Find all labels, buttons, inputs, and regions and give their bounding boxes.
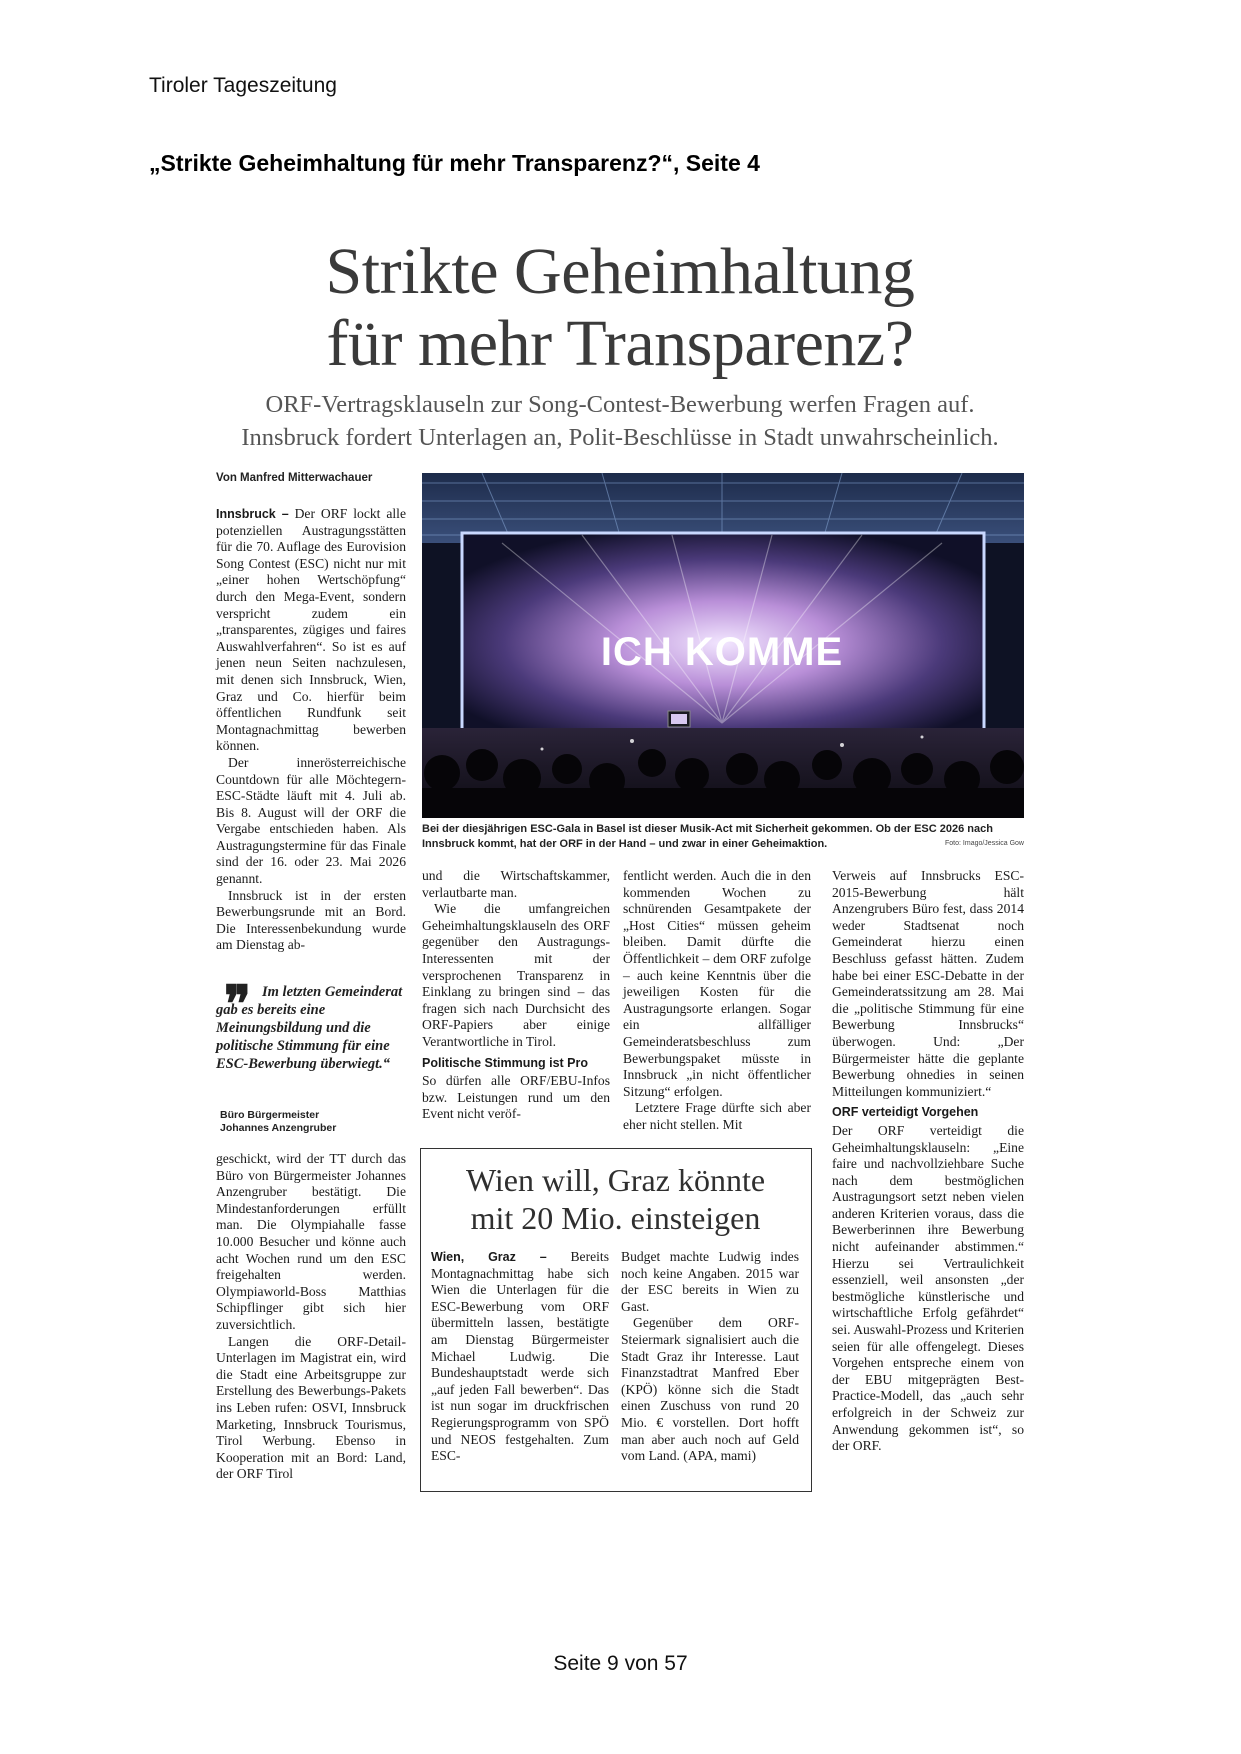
- article-byline: Von Manfred Mitterwachauer: [216, 472, 373, 484]
- paragraph: und die Wirtschaftskammer, verlautbarte man.: [422, 868, 610, 900]
- dateline: Innsbruck –: [216, 507, 289, 521]
- paragraph: Der innerösterreichische Countdown für alle Möchtegern-ESC-Städte läuft mit 4. Juli ab. Bis 8. August will der ORF die Vergabe entschieden haben. Als Austragungstermine für das Finale sind der 16. oder 23. Mai 2026 genannt.: [216, 754, 406, 887]
- sidebar-column-1: [431, 1249, 609, 1465]
- paragraph: Gegenüber dem ORF-Steiermark signalisiert auch die Stadt Graz ihr Interesse. Laut Finanzstadtrat Manfred Eber (KPÖ) könne sich die Stadt einen Zuschuss von rund 20 Mio. € vorstellen. Dort hofft man aber auch noch auf Geld vom Land. (APA, mami): [621, 1315, 799, 1464]
- paragraph: Innsbruck ist in der ersten Bewerbungsrunde mit an Bord. Die Interessenbekundung wurde am Dienstag ab-: [216, 887, 406, 953]
- subheading: Politische Stimmung ist Pro: [422, 1055, 588, 1070]
- page-number: Seite 9 von 57: [553, 1652, 688, 1675]
- screen-text: ICH KOMME: [600, 630, 844, 674]
- article-column-4: [832, 868, 1024, 1455]
- article-headline: [216, 236, 1024, 380]
- deck-line-2: Innsbruck fordert Unterlagen an, Polit-Beschlüsse in Stadt unwahrscheinlich.: [241, 424, 999, 451]
- newspaper-clipping: [216, 228, 1024, 1508]
- sidebar-title: Wien will, Graz könnte mit 20 Mio. einsteigen: [465, 1162, 766, 1236]
- article-column-3: [623, 868, 811, 1134]
- paragraph: So dürfen alle ORF/EBU-Infos bzw. Leistungen rund um den Event nicht veröf-: [422, 1073, 610, 1122]
- quote-mark-icon: ❞: [224, 976, 251, 1032]
- concert-photo: [422, 473, 1024, 818]
- paragraph: Letztere Frage dürfte sich aber eher nicht stellen. Mit: [623, 1100, 811, 1132]
- stage-image: [422, 473, 1024, 818]
- paragraph: geschickt, wird der TT durch das Büro von Bürgermeister Johannes Anzengruber bestätigt. Die Mindestanforderungen erfüllt man. Die Olympiahalle fasse 10.000 Besucher und könne auch acht Wochen rund um den ESC freigehalten werden. Olympiaworld-Boss Matthias Schipflinger gibt sich hier zuversichtlich.: [216, 1151, 406, 1332]
- photo-caption: Bei der diesjährigen ESC-Gala in Basel ist dieser Musik-Act mit Sicherheit gekommen. Ob der ESC 2026 nach Innsbruck kommt, hat der ORF in der Hand – und zwar in einer Geheimaktion.: [422, 823, 993, 850]
- deck-line-1: ORF-Vertragsklauseln zur Song-Contest-Bewerbung werfen Fragen auf.: [265, 391, 975, 418]
- paragraph: Budget machte Ludwig indes noch keine Angaben. 2015 war der ESC bereits in Wien zu Gast.: [621, 1249, 799, 1314]
- article-column-2: [422, 868, 610, 1123]
- headline-line-2: für mehr Transparenz?: [326, 307, 914, 380]
- pull-quote-source: Büro Bürgermeister Johannes Anzengruber: [220, 1109, 337, 1134]
- article-deck: [216, 388, 1024, 454]
- paragraph: Verweis auf Innsbrucks ESC-2015-Bewerbung hält Anzengrubers Büro fest, dass 2014 weder Stadtsenat noch Gemeinderat hierzu einen Beschluss gefasst hätten. Zudem habe bei einer ESC-Debatte in der Gemeinderatssitzung am 28. Mai die „politische Stimmung für eine Bewerbung Innsbrucks“ überwogen. Und: „Der Bürgermeister hätte die geplante Bewerbung ohnedies in seinen Mitteilungen kommuniziert.“: [832, 868, 1024, 1099]
- headline-line-1: Strikte Geheimhaltung: [325, 235, 915, 308]
- photo-credit: Foto: Imago/Jessica Gow: [945, 840, 1024, 847]
- paragraph: Innsbruck – Der ORF lockt alle potenziellen Austragungsstätten für die 70. Auflage des Eurovision Song Contest (ESC) nicht nur mit „einer hohen Wertschöpfung“ durch den Mega-Event, sondern verspricht zudem ein „transparentes, zügiges und faires Auswahlverfahren“. So ist es auf jenen neun Seiten nachzulesen, mit denen sich Innsbruck, Wien, Graz und Co. hierfür beim öffentlichen Rundfunk seit Montagnachmittag bewerben können.: [216, 506, 406, 754]
- sidebar-box: [420, 1148, 812, 1492]
- paragraph: Langen die ORF-Detail-Unterlagen im Magistrat ein, wird die Stadt eine Arbeitsgruppe zur Erstellung des Bewerbungs-Pakets ins Leben rufen: OSVI, Innsbruck Marketing, Innsbruck Tourismus, Tirol Werbung. Ebenso in Kooperation mit an Bord: Land, der ORF Tirol: [216, 1333, 406, 1482]
- article-column-1: [216, 506, 406, 954]
- sidebar-column-2: [621, 1249, 799, 1465]
- paragraph: Der ORF verteidigt die Geheimhaltungsklauseln: „Eine faire und nachvollziehbare Suche nach dem bestmöglichen Austragungsort setzt neben vielen anderen Kriterien voraus, dass die Bewerberinnen ihre Bewerbung nicht aufeinander abstimmen.“ Hierzu sei Vertraulichkeit essenziell, weil ansonsten „der bestmögliche künstlerische und wirtschaftliche Erfolg gefährdet“ sei. Auswahl-Prozess und Kriterien seien für alle offengelegt. Dieses Vorgehen entspreche einem von der EBU mitgeprägten Best-Practice-Modell, das „auch sehr erfolgreich in der Schweiz zur Anwendung gekommen ist“, so der ORF.: [832, 1122, 1024, 1454]
- sidebar-dateline: Wien, Graz –: [431, 1250, 547, 1264]
- pull-quote-text: Im letzten Gemeinderat gab es bereits eine Meinungsbildung und die politische Stimmung für eine ESC-Bewerbung überwiegt.“: [216, 984, 403, 1072]
- paragraph: Wie die umfangreichen Geheimhaltungsklauseln des ORF gegenüber den Austragungs-Interessenten mit der versprochenen Transparenz in Einklang zu bringen sind – das fragen sich nach Durchsicht des ORF-Papiers aber einige Verantwortliche in Tirol.: [422, 901, 610, 1049]
- subheading: ORF verteidigt Vorgehen: [832, 1105, 979, 1120]
- publication-name: Tiroler Tageszeitung: [149, 74, 337, 97]
- paragraph: fentlicht werden. Auch die in den kommenden Wochen zu schnürenden Gesamtpakete der „Host Cities“ müssen geheim bleiben. Damit dürfte die Öffentlichkeit – dem ORF zufolge – auch keine Kenntnis über die jeweiligen Kosten für die Austragungsorte erlangen. Sogar ein allfälliger Gemeinderatsbeschluss zum Bewerbungspaket müsste in Innsbruck „in nicht öffentlicher Sitzung“ erfolgen.: [623, 868, 811, 1099]
- document-heading: „Strikte Geheimhaltung für mehr Transparenz?“, Seite 4: [149, 150, 760, 176]
- article-column-1-continued: [216, 1151, 406, 1483]
- paragraph: Wien, Graz – Bereits Montagnachmittag habe sich Wien die Unterlagen für die ESC-Bewerbung vom ORF übermitteln lassen, bestätigte am Dienstag Bürgermeister Michael Ludwig. Die Bundeshauptstadt werde sich „auf jeden Fall bewerben“. Das ist nun sogar im druckfrischen Regierungsprogramm von SPÖ und NEOS festgehalten. Zum ESC-: [431, 1249, 609, 1464]
